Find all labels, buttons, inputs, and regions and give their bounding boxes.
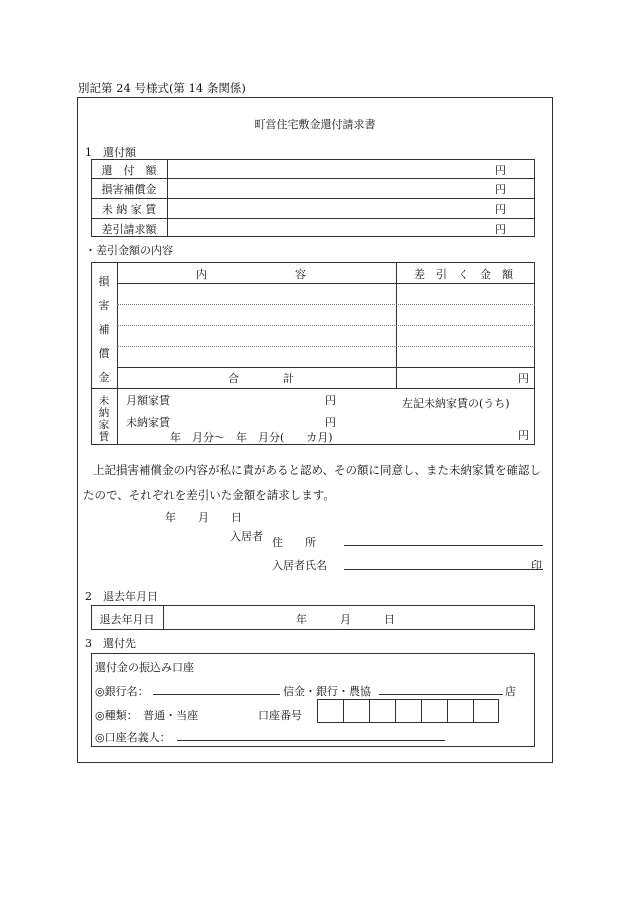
deduction-rent-line bbox=[91, 388, 535, 389]
claim-label: 差引請求額 bbox=[101, 223, 157, 236]
account-digit-divider bbox=[343, 699, 344, 723]
total-yen-unit: 円 bbox=[518, 372, 529, 385]
yen-unit: 円 bbox=[495, 203, 506, 216]
moveout-divider bbox=[163, 605, 164, 630]
amount-entry-field[interactable] bbox=[397, 284, 534, 366]
moveout-label: 退去年月日 bbox=[99, 613, 155, 626]
resident-name-field[interactable] bbox=[344, 569, 543, 570]
resident-name-label: 入居者氏名 bbox=[272, 559, 327, 572]
unpaid-rent-yen: 円 bbox=[325, 416, 336, 429]
form-reference: 別記第 24 号様式(第 14 条関係) bbox=[78, 81, 246, 95]
account-digit-divider bbox=[395, 699, 396, 723]
unpaid-breakdown-note: 左記未納家賃の(うち) bbox=[402, 397, 510, 410]
account-title: 還付金の振込み口座 bbox=[95, 661, 194, 674]
moveout-date[interactable]: 年 月 日 bbox=[296, 613, 395, 626]
bank-type-options[interactable]: 信金・銀行・農協 bbox=[283, 685, 371, 698]
account-digit-divider bbox=[369, 699, 370, 723]
account-holder-label: ◎口座名義人： bbox=[95, 731, 171, 744]
yen-unit: 円 bbox=[495, 164, 506, 177]
damage-vertical-1: 損 bbox=[98, 275, 110, 288]
claim-amount-field[interactable] bbox=[168, 219, 534, 236]
damage-vertical-3: 補 bbox=[98, 323, 110, 336]
address-field[interactable] bbox=[344, 545, 543, 546]
resident-label: 入居者 bbox=[230, 530, 263, 543]
damage-amount-field[interactable] bbox=[168, 179, 534, 197]
section1-heading: 1 還付額 bbox=[85, 146, 136, 159]
declaration-line-2: たので、それぞれを差引いた金額を請求します。 bbox=[83, 488, 335, 502]
content-entry-field[interactable] bbox=[118, 284, 395, 366]
unpaid-breakdown-yen: 円 bbox=[518, 429, 529, 442]
amount-column-header: 差 引 く 金 額 bbox=[414, 268, 513, 281]
account-number-boxes[interactable] bbox=[317, 699, 499, 723]
deduction-heading: ・差引金額の内容 bbox=[85, 244, 173, 257]
deduction-total-line bbox=[117, 367, 535, 368]
unpaid-amount-field[interactable] bbox=[168, 199, 534, 217]
account-number-label: 口座番号 bbox=[258, 709, 302, 722]
damage-vertical-2: 害 bbox=[98, 299, 110, 312]
seal-mark: 印 bbox=[531, 559, 542, 572]
refund-amount-field[interactable] bbox=[168, 160, 534, 177]
refund-label: 還 付 額 bbox=[101, 164, 157, 177]
account-digit-divider bbox=[421, 699, 422, 723]
account-digit-divider bbox=[473, 699, 474, 723]
account-type-label[interactable]: ◎種類： 普通・当座 bbox=[95, 709, 199, 722]
damage-label: 損害補償金 bbox=[101, 183, 157, 196]
content-column-header: 内 容 bbox=[196, 268, 306, 281]
monthly-rent-label: 月額家賃 bbox=[126, 394, 170, 407]
section2-heading: 2 退去年月日 bbox=[85, 590, 158, 603]
damage-vertical-4: 償 bbox=[98, 347, 110, 360]
yen-unit: 円 bbox=[495, 183, 506, 196]
yen-unit: 円 bbox=[495, 223, 506, 236]
rent-vertical-3: 家 bbox=[98, 419, 110, 431]
account-digit-divider bbox=[447, 699, 448, 723]
address-label: 住 所 bbox=[272, 536, 316, 549]
monthly-rent-yen: 円 bbox=[325, 394, 336, 407]
bank-name-field[interactable] bbox=[153, 694, 280, 695]
account-holder-field[interactable] bbox=[177, 740, 445, 741]
bank-name-label: ◎銀行名： bbox=[95, 685, 149, 698]
total-label: 合 計 bbox=[228, 372, 294, 385]
rent-vertical-2: 納 bbox=[98, 407, 110, 419]
form-title: 町営住宅敷金還付請求書 bbox=[254, 118, 376, 131]
section3-heading: 3 還付先 bbox=[85, 637, 136, 650]
damage-vertical-5: 金 bbox=[98, 371, 110, 384]
branch-name-field[interactable] bbox=[379, 694, 503, 695]
unpaid-rent-label: 未 納 家 賃 bbox=[101, 203, 157, 216]
unpaid-period: 年 月分～ 年 月分( カ月) bbox=[170, 431, 333, 444]
declaration-line-1: 上記損害補償金の内容が私に責があると認め、その額に同意し、また未納家賃を確認し bbox=[93, 463, 542, 477]
declaration-date: 年 月 日 bbox=[165, 511, 242, 524]
unpaid-rent-row-label: 未納家賃 bbox=[126, 416, 170, 429]
branch-label: 店 bbox=[505, 685, 516, 698]
rent-vertical-1: 未 bbox=[98, 395, 110, 407]
rent-vertical-4: 賃 bbox=[98, 431, 110, 443]
